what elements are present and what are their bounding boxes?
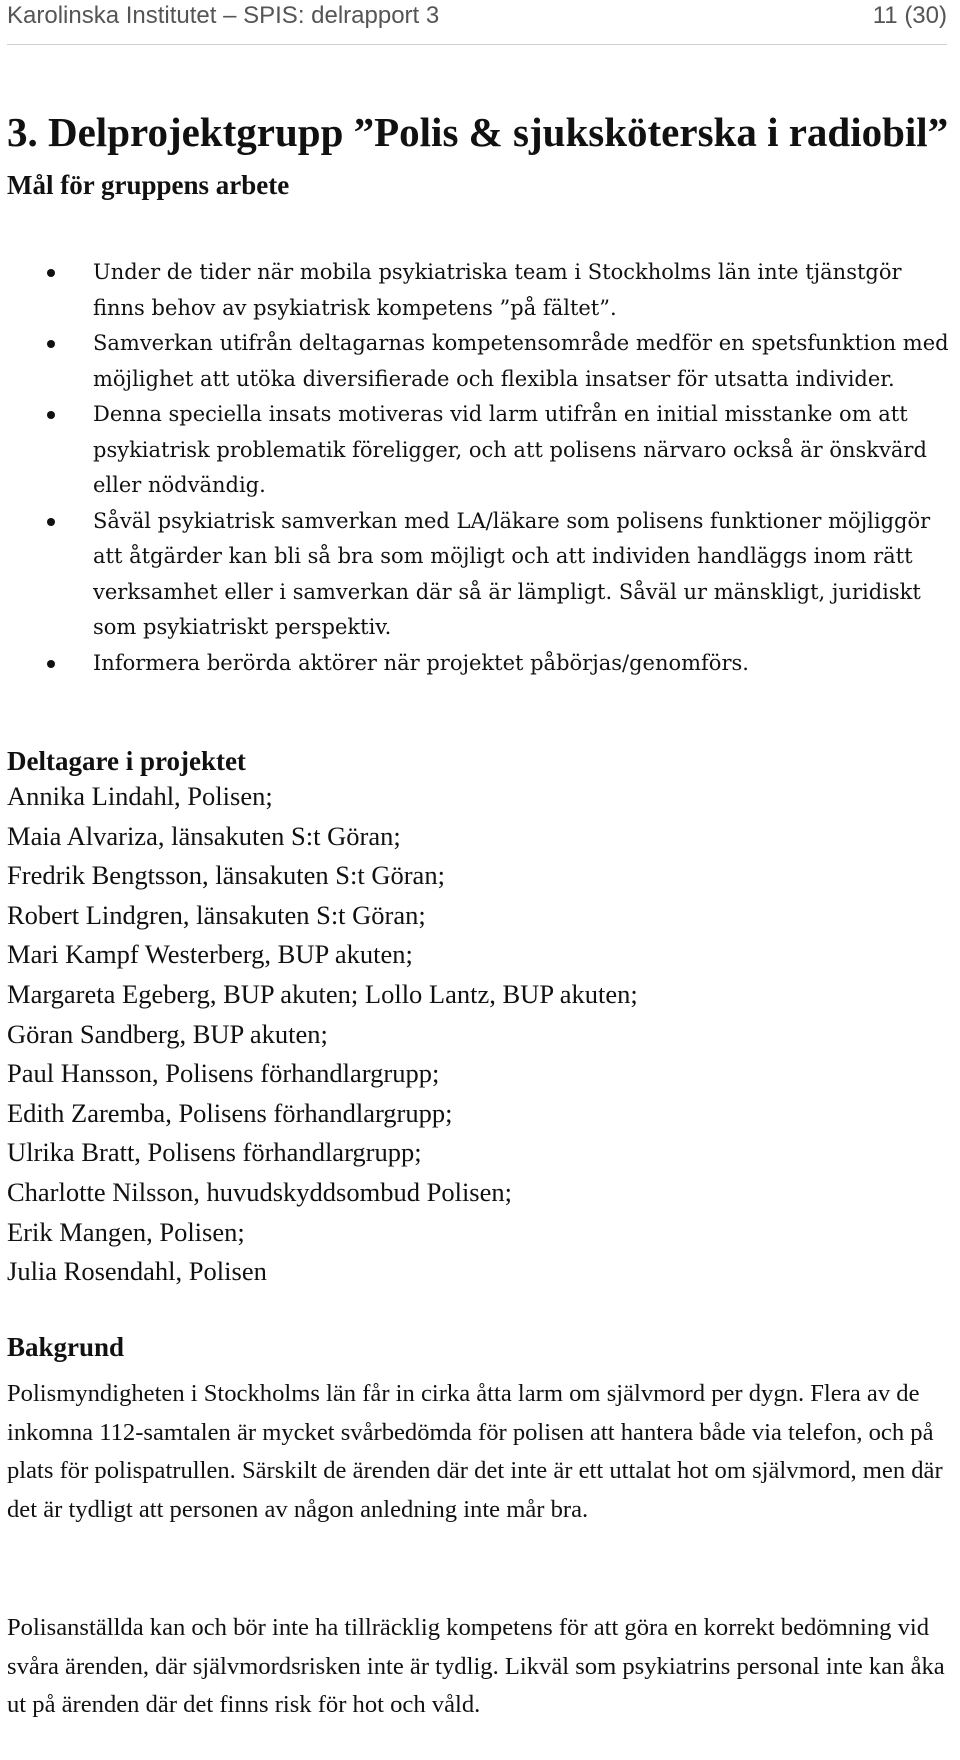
running-header <box>7 0 947 45</box>
participant-item: Paul Hansson, Polisens förhandlargrupp; <box>7 1058 440 1089</box>
background-heading: Bakgrund <box>7 1332 125 1362</box>
goals-list <box>0 255 960 681</box>
goal-text: Under de tider när mobila psykiatriska team i Stockholms län inte tjänstgör finns behov av psykiatrisk kompetens ”på fältet”. <box>93 260 902 320</box>
header-page-number: 11 (30) <box>872 2 947 29</box>
goal-text: Såväl psykiatrisk samverkan med LA/läkare som polisens funktioner möjliggör att åtgärder kan bli så bra som möjligt och att individen handläggs inom rätt verksamhet eller i samverkan där så är lämpligt. Såväl ur mänskligt, juridiskt som psykiatriskt perspektiv. <box>93 508 931 639</box>
bullet-icon <box>47 518 55 526</box>
participants-heading: Deltagare i projektet <box>7 746 246 776</box>
goal-text: Informera berörda aktörer när projektet påbörjas/genomförs. <box>93 650 749 675</box>
bullet-icon <box>47 411 55 419</box>
participant-item: Maia Alvariza, länsakuten S:t Göran; <box>7 820 401 851</box>
participant-item: Mari Kampf Westerberg, BUP akuten; <box>7 939 413 970</box>
participant-item: Ulrika Bratt, Polisens förhandlargrupp; <box>7 1137 422 1168</box>
bullet-icon <box>47 660 55 668</box>
background-paragraph: Polismyndigheten i Stockholms län får in cirka åtta larm om självmord per dygn. Flera av de inkomna 112-samtalen är mycket svårbedömda för polisen att hantera både via telefon, och på plats för polispatrullen. Särskilt de ärenden där det inte är ett uttalat hot om självmord, men där det är tydligt att personen av någon anledning inte mår bra. <box>7 1380 943 1523</box>
chapter-title: 3. Delprojektgrupp ”Polis & sjuksköterska i radiobil” <box>7 109 949 155</box>
goal-item <box>0 255 953 326</box>
goals-heading: Mål för gruppens arbete <box>7 170 290 200</box>
participant-item: Julia Rosendahl, Polisen <box>7 1256 267 1287</box>
participant-item: Margareta Egeberg, BUP akuten; Lollo Lantz, BUP akuten; <box>7 978 638 1009</box>
participant-item: Charlotte Nilsson, huvudskyddsombud Polisen; <box>7 1176 512 1207</box>
background-paragraph: Polisanställda kan och bör inte ha tillräcklig kompetens för att göra en korrekt bedömning vid svåra ärenden, där självmordsrisken inte är tydlig. Likväl som psykiatrins personal inte kan åka ut på ärenden där det finns risk för hot och våld. <box>7 1614 945 1718</box>
participant-item: Göran Sandberg, BUP akuten; <box>7 1018 328 1049</box>
goal-text: Samverkan utifrån deltagarnas kompetensområde medför en spetsfunktion med möjlighet att utöka diversifierade och flexibla insatser för utsatta individer. <box>93 331 949 391</box>
participant-item: Robert Lindgren, länsakuten S:t Göran; <box>7 899 426 930</box>
participants-list <box>7 777 947 1292</box>
participant-item: Edith Zaremba, Polisens förhandlargrupp; <box>7 1097 453 1128</box>
header-document-title: Karolinska Institutet – SPIS: delrapport 3 <box>7 2 440 29</box>
participant-item: Annika Lindahl, Polisen; <box>7 781 273 811</box>
goal-item <box>0 326 953 397</box>
goal-item <box>0 504 953 646</box>
participant-item: Erik Mangen, Polisen; <box>7 1216 245 1247</box>
participant-item: Fredrik Bengtsson, länsakuten S:t Göran; <box>7 860 445 891</box>
goal-item <box>0 646 953 682</box>
bullet-icon <box>47 269 55 277</box>
goal-text: Denna speciella insats motiveras vid larm utifrån en initial misstanke om att psykiatrisk problematik föreligger, och att polisens närvaro också är önskvärd eller nödvändig. <box>93 402 927 497</box>
goal-item <box>0 397 953 504</box>
bullet-icon <box>47 340 55 348</box>
